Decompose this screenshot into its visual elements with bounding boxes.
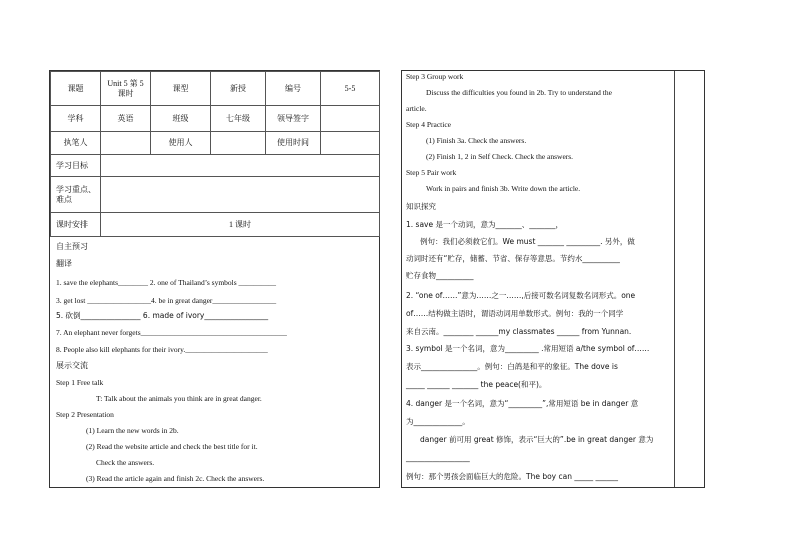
cell-writer-value — [101, 132, 151, 155]
step-2-title: Step 2 Presentation — [56, 410, 114, 419]
exercise-line-2: 3. get lost _________________4. be in great danger_________________ — [56, 296, 277, 305]
knowledge-line-11: 4. danger 是一个名词，意为“_________”,常用短语 be in danger 意 — [406, 399, 639, 408]
step-1-title: Step 1 Free talk — [56, 378, 104, 387]
cell-class-value: 七年级 — [211, 106, 266, 132]
header-row-3 — [51, 132, 380, 155]
knowledge-line-2: 例句：我们必须救它们。We must _______ _________. 另外，做 — [420, 237, 635, 246]
keypoint-value — [101, 177, 380, 213]
section-knowledge: 知识探究 — [406, 202, 436, 211]
knowledge-line-7: 来自云南。________ ______my classmates ______ from Yunnan. — [406, 327, 632, 336]
cell-type-label: 课型 — [151, 72, 211, 106]
section-show: 展示交流 — [56, 361, 88, 370]
step-4-title: Step 4 Practice — [406, 120, 451, 129]
column-divider — [674, 71, 675, 487]
left-page — [49, 70, 380, 488]
exercise-line-1: 1. save the elephants________ 2. one of Thailand’s symbols __________ — [56, 278, 277, 287]
step-2-item-2: (2) Read the website article and check the best title for it. — [86, 442, 258, 451]
section-self-study: 自主预习 — [56, 242, 88, 251]
header-row-2 — [51, 106, 380, 132]
cell-sign-label: 领导签字 — [266, 106, 321, 132]
schedule-row — [51, 213, 380, 237]
cell-user-label: 使用人 — [151, 132, 211, 155]
keypoint-label: 学习重点、难点 — [51, 177, 101, 213]
knowledge-line-4: 贮存食物__________ — [406, 271, 474, 280]
knowledge-line-14: _________________ — [406, 453, 470, 462]
step-2-item-1: (1) Learn the new words in 2b. — [86, 426, 179, 435]
step-3-text-b: article. — [406, 104, 427, 113]
cell-topic-label: 课题 — [51, 72, 101, 106]
goal-value — [101, 155, 380, 177]
cell-topic-value: Unit 5 第 5 课时 — [101, 72, 151, 106]
knowledge-line-5: 2. “one of……”意为……之一……,后接可数名词复数名词形式。one — [406, 291, 636, 300]
schedule-label: 课时安排 — [51, 213, 101, 237]
goal-label: 学习目标 — [51, 155, 101, 177]
cell-writer-label: 执笔人 — [51, 132, 101, 155]
knowledge-line-12: 为_____________。 — [406, 417, 470, 426]
knowledge-line-15: 例句：那个男孩会面临巨大的危险。The boy can _____ ______ — [406, 472, 618, 481]
header-row-1 — [51, 72, 380, 106]
knowledge-line-8: 3. symbol 是一个名词，意为_________ .常用短语 a/the symbol of…… — [406, 344, 650, 353]
cell-subject-label: 学科 — [51, 106, 101, 132]
cell-type-value: 新授 — [211, 72, 266, 106]
knowledge-line-1: 1. save 是一个动词，意为_______、_______， — [406, 220, 563, 229]
knowledge-line-13: danger 前可用 great 修饰，表示“巨大的”.be in great danger 意为 — [420, 435, 654, 444]
step-4-item-1: (1) Finish 3a. Check the answers. — [426, 136, 527, 145]
step-3-text: Discuss the difficulties you found in 2b. Try to understand the — [426, 88, 612, 97]
cell-sign-value — [321, 106, 380, 132]
cell-time-value — [321, 132, 380, 155]
step-3-title: Step 3 Group work — [406, 72, 464, 81]
goal-row — [51, 155, 380, 177]
cell-user-value — [211, 132, 266, 155]
cell-time-label: 使用时间 — [266, 132, 321, 155]
step-2-item-2b: Check the answers. — [96, 458, 155, 467]
knowledge-line-10: _____ ______ _______ the peace(和平)。 — [406, 380, 547, 389]
right-page — [401, 70, 705, 488]
cell-class-label: 班级 — [151, 106, 211, 132]
schedule-value: 1 课时 — [101, 213, 380, 237]
cell-number-label: 编号 — [266, 72, 321, 106]
step-4-item-2: (2) Finish 1, 2 in Self Check. Check the answers. — [426, 152, 574, 161]
cell-subject-value: 英语 — [101, 106, 151, 132]
knowledge-line-6: of……结构做主语时，谓语动词用单数形式。例句：我的一个同学 — [406, 309, 624, 318]
exercise-line-3: 5. 砍倒________________ 6. made of ivory_________________ — [56, 311, 269, 320]
cell-number-value: 5-5 — [321, 72, 380, 106]
step-1-text: T: Talk about the animals you think are in great danger. — [96, 394, 262, 403]
keypoint-row — [51, 177, 380, 213]
header-table — [50, 71, 380, 237]
knowledge-line-9: 表示_______________。例句：白鸽是和平的象征。The dove is — [406, 362, 618, 371]
step-5-text: Work in pairs and finish 3b. Write down the article. — [426, 184, 581, 193]
step-2-item-3: (3) Read the article again and finish 2c. Check the answers. — [86, 474, 265, 483]
section-translate: 翻译 — [56, 259, 72, 268]
knowledge-line-3: 动词时还有“贮存，储蓄、节省、保存等意思。节约水__________ — [406, 254, 620, 263]
exercise-line-5: 8. People also kill elephants for their ivory.______________________ — [56, 345, 268, 354]
step-5-title: Step 5 Pair work — [406, 168, 457, 177]
exercise-line-4: 7. An elephant never forgets_______________________________________ — [56, 328, 287, 337]
